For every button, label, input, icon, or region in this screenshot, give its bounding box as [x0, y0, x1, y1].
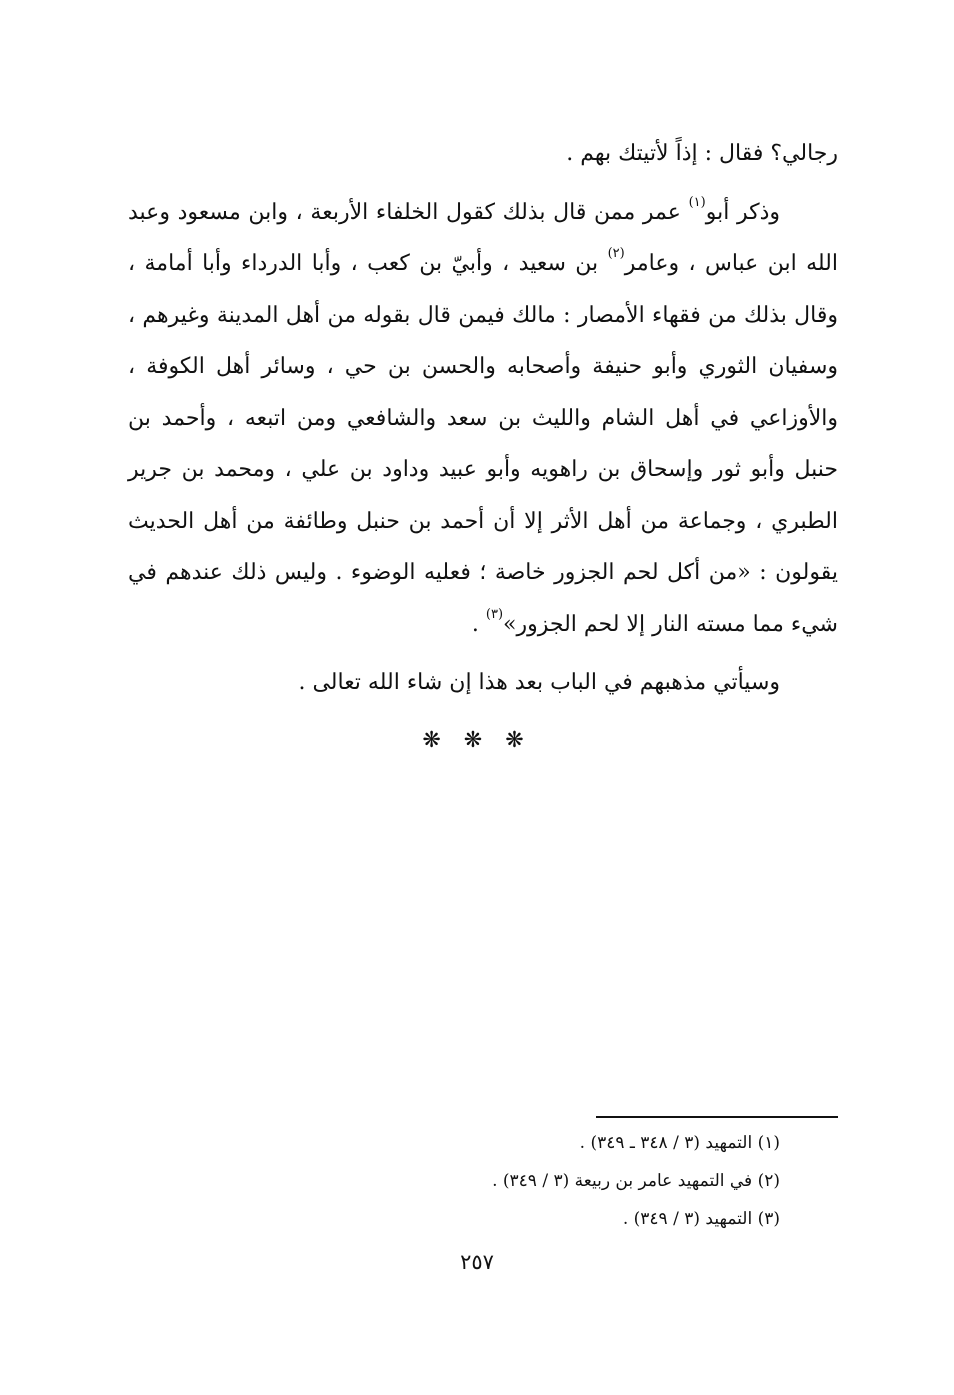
footnote-ref-2[interactable]: (٢) — [607, 246, 625, 261]
paragraph-2-part-c: بن سعيد ، وأبيّ بن كعب ، وأبا الدرداء وأبا أمامة ، وقال بذلك من فقهاء الأمصار : مالك فيمن قال بقوله من أهل المدينة وغيرهم ، وسفيان الثوري وأبو حنيفة وأصحابه والحسن بن حي ، وسائر أهل الكوفة ، والأوزاعي في أهل الشام والليث بن سعد والشافعي ومن اتبعه ، وأحمد بن حنبل وأبو ثور وإسحاق بن راهويه وأبو عبيد وداود بن علي ، ومحمد بن جرير الطبري ، وجماعة من أهل الأثر إلا أن أحمد بن حنبل وطائفة من أهل الحديث يقولون : «من أكل لحم الجزور خاصة ؛ فعليه الوضوء . وليس ذلك عندهم في شيء مما مسته النار إلا لحم الجزور» — [128, 251, 838, 637]
footnote-ref-1[interactable]: (١) — [688, 194, 706, 210]
paragraph-2-part-b: عمر ممن قال بذلك كقول الخلفاء الأربعة ، وابن مسعود وعبد الله ابن عباس ، وعامر — [128, 199, 838, 276]
footnotes — [260, 1124, 780, 1238]
footnote-2: (٢) في التمهيد عامر بن ربيعة (٣ / ٣٤٩) . — [492, 1171, 780, 1191]
footnote-3: (٣) التمهيد (٣ / ٣٤٩) . — [622, 1209, 780, 1229]
main-text — [128, 128, 838, 709]
footnote-divider — [596, 1116, 838, 1118]
section-separator: ❋ ❋ ❋ — [422, 728, 532, 753]
paragraph-2-part-a: وذكر أبو — [705, 199, 780, 225]
paragraph-2-part-d: . — [471, 611, 486, 637]
footnote-1: (١) التمهيد (٣ / ٣٤٨ ـ ٣٤٩) . — [579, 1133, 780, 1153]
paragraph-1: رجالي؟ فقال : إذاً لأتيتك بهم . — [566, 141, 838, 166]
page-number: ٢٥٧ — [460, 1250, 494, 1274]
footnote-ref-3[interactable]: (٣) — [485, 606, 504, 622]
paragraph-2 — [128, 187, 838, 651]
paragraph-3: وسيأتي مذهبهم في الباب بعد هذا إن شاء الله تعالى . — [298, 670, 780, 695]
